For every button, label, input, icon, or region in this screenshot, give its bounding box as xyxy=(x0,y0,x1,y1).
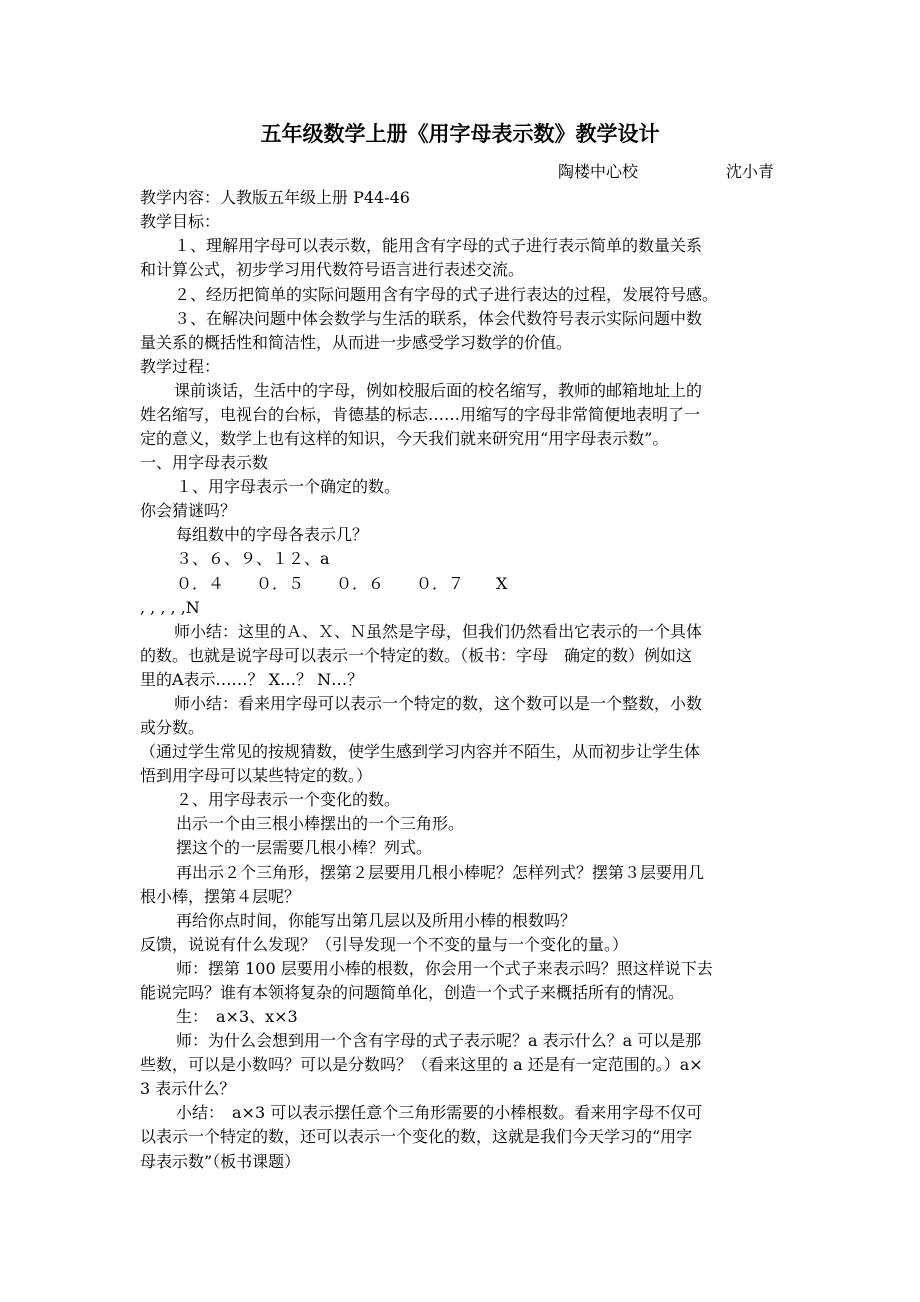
paragraph-line: 姓名缩写，电视台的台标，肯德基的标志……用缩写的字母非常简便地表明了一 xyxy=(140,405,701,424)
number-sequence: ３、６、９、１２、a xyxy=(176,549,330,568)
section-heading: 一、用字母表示数 xyxy=(140,453,269,472)
paragraph-line: 师小结：这里的Ａ、Ｘ、Ｎ虽然是字母，但我们仍然看出它表示的一个具体 xyxy=(174,622,703,641)
paragraph-line: 小结： a×3 可以表示摆任意个三角形需要的小棒根数。看来用字母不仅可 xyxy=(176,1103,703,1122)
paragraph-line: 反馈，说说有什么发现？（引导发现一个不变的量与一个变化的量。） xyxy=(140,935,629,954)
paragraph-line: 定的意义，数学上也有这样的知识，今天我们就来研究用“用字母表示数”。 xyxy=(140,429,669,448)
objectives-heading: 教学目标： xyxy=(140,212,221,231)
paragraph-line: 你会猜谜吗？ xyxy=(140,501,237,520)
paragraph-line: ３、在解决问题中体会数学与生活的联系，体会代数符号表示实际问题中数 xyxy=(174,309,703,328)
paragraph-line: 出示一个由三根小棒摆出的一个三角形。 xyxy=(176,814,465,833)
paragraph-line: 的数。也就是说字母可以表示一个特定的数。（板书：字母 确定的数）例如这 xyxy=(140,646,693,665)
number-sequence: ０．４ ０．５ ０．６ ０．７ X xyxy=(176,574,508,593)
paragraph-line: 再出示２个三角形，摆第２层要用几根小棒呢？怎样列式？摆第３层要用几 xyxy=(176,863,705,882)
paragraph-line: （通过学生常见的按规猜数，使学生感到学习内容并不陌生，从而初步让学生体 xyxy=(140,742,701,761)
paragraph-line: 师小结：看来用字母可以表示一个特定的数，这个数可以是一个整数，小数 xyxy=(174,694,703,713)
paragraph-line: 课前谈话，生活中的字母，例如校服后面的校名缩写，教师的邮箱地址上的 xyxy=(174,381,703,400)
paragraph-line: 生： a×3、x×3 xyxy=(176,1007,298,1026)
paragraph-line: 能说完吗？谁有本领将复杂的问题简单化，创造一个式子来概括所有的情况。 xyxy=(140,983,685,1002)
paragraph-line: 和计算公式，初步学习用代数符号语言进行表述交流。 xyxy=(140,260,525,279)
process-heading: 教学过程： xyxy=(140,357,221,376)
paragraph-line: 根小棒，摆第４层呢？ xyxy=(140,887,301,906)
subsection-heading: １、用字母表示一个确定的数。 xyxy=(176,477,401,496)
paragraph-line: 悟到用字母可以某些特定的数。） xyxy=(140,766,373,785)
paragraph-line: 摆这个的一层需要几根小棒？列式。 xyxy=(176,838,433,857)
paragraph-line: 每组数中的字母各表示几？ xyxy=(176,525,369,544)
number-sequence: , , , , ,N xyxy=(140,598,200,617)
paragraph-line: 师：摆第 100 层要用小棒的根数，你会用一个式子来表示吗？照这样说下去 xyxy=(176,959,713,978)
paragraph-line: 些数，可以是小数吗？可以是分数吗？（看来这里的 a 还是有一定范围的。）a× xyxy=(140,1055,703,1074)
paragraph-line: 3 表示什么？ xyxy=(140,1079,236,1098)
paragraph-line: ２、经历把简单的实际问题用含有字母的式子进行表达的过程，发展符号感。 xyxy=(174,285,719,304)
paragraph-line: 师：为什么会想到用一个含有字母的式子表示呢？a 表示什么？a 可以是那 xyxy=(176,1031,702,1050)
paragraph-line: １、理解用字母可以表示数，能用含有字母的式子进行表示简单的数量关系 xyxy=(174,236,703,255)
teaching-content: 教学内容：人教版五年级上册 P44-46 xyxy=(140,188,410,207)
paragraph-line: 里的A表示……？ X…？ N…？ xyxy=(140,670,364,689)
paragraph-line: 再给你点时间，你能写出第几层以及所用小棒的根数吗？ xyxy=(176,911,577,930)
paragraph-line: 量关系的概括性和简洁性，从而进一步感受学习数学的价值。 xyxy=(140,333,573,352)
paragraph-line: 以表示一个特定的数，还可以表示一个变化的数，这就是我们今天学习的“用字 xyxy=(140,1127,693,1146)
school-name: 陶楼中心校 xyxy=(558,162,639,181)
paragraph-line: 母表示数”（板书课题） xyxy=(140,1152,301,1171)
paragraph-line: 或分数。 xyxy=(140,718,205,737)
document-title: 五年级数学上册《用字母表示数》教学设计 xyxy=(260,121,660,146)
author-name: 沈小青 xyxy=(726,162,775,181)
subsection-heading: ２、用字母表示一个变化的数。 xyxy=(176,790,401,809)
